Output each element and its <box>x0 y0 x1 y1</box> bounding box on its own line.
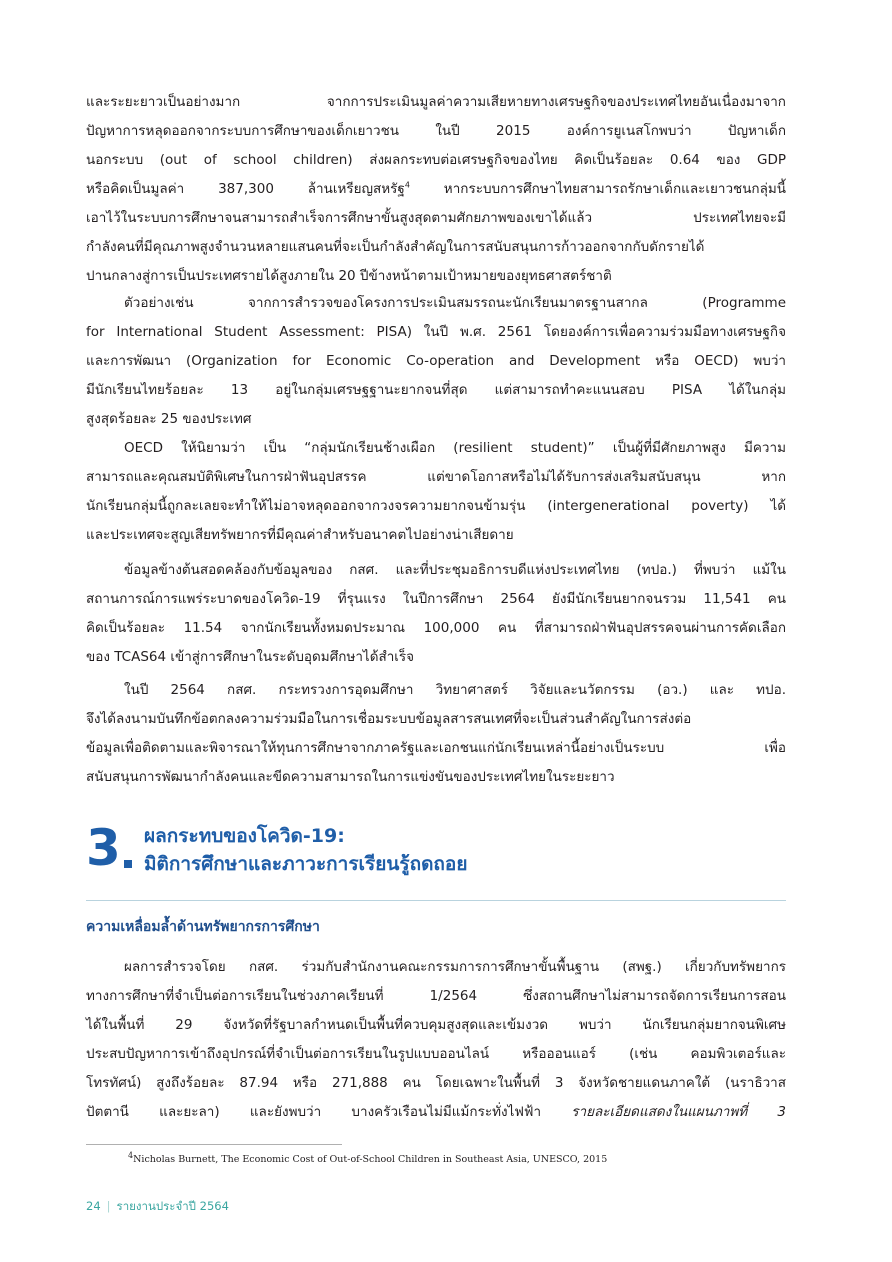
text-line: ข้อมูลเพื่อติดตามและพิจารณาให้ทุนการศึกษาจากภาครัฐและเอกชนแก่นักเรียนเหล่านี้อย่างเป็นระบบ เพื่อ <box>86 740 786 756</box>
text-line: ปานกลางสู่การเป็นประเทศรายได้สูงภายใน 20 ปีข้างหน้าตามเป้าหมายของยุทธศาสตร์ชาติ <box>86 268 612 284</box>
text-line: ข้อมูลข้างต้นสอดคล้องกับข้อมูลของ กสศ. และที่ประชุมอธิการบดีแห่งประเทศไทย (ทปอ.) ที่พบว่า แม้ใน <box>124 562 786 578</box>
paragraph-oecd-definition <box>86 434 786 550</box>
text-line: และประเทศจะสูญเสียทรัพยากรที่มีคุณค่าสำหรับอนาคตไปอย่างน่าเสียดาย <box>86 527 514 543</box>
text-line: เอาไว้ในระบบการศึกษาจนสามารถสำเร็จการศึกษาขั้นสูงสุดตามศักยภาพของเขาได้แล้ว ประเทศไทยจะมี <box>86 210 786 226</box>
subheading: ความเหลื่อมล้ำด้านทรัพยากรการศึกษา <box>86 919 320 935</box>
text-line: โทรทัศน์) สูงถึงร้อยละ 87.94 หรือ 271,888 คน โดยเฉพาะในพื้นที่ 3 จังหวัดชายแดนภาคใต้ (นราธิวาส <box>86 1075 786 1091</box>
figure-reference[interactable]: รายละเอียดแสดงในแผนภาพที่ 3 <box>571 1104 786 1120</box>
text-line: นอกระบบ (out of school children) ส่งผลกระทบต่อเศรษฐกิจของไทย คิดเป็นร้อยละ 0.64 ของ GDP <box>86 152 786 168</box>
text-line: ตัวอย่างเช่น จากการสำรวจของโครงการประเมินสมรรถนะนักเรียนมาตรฐานสากล (Programme <box>124 295 786 311</box>
text-line: for International Student Assessment: PISA) ในปี พ.ศ. 2561 โดยองค์การเพื่อความร่วมมือทางเศรษฐกิจ <box>86 324 786 340</box>
report-title: รายงานประจำปี 2564 <box>116 1199 229 1213</box>
footer-separator: | <box>106 1199 111 1213</box>
footnote-marker: 4 <box>128 1150 134 1160</box>
text-line <box>86 175 786 204</box>
text-line: สนับสนุนการพัฒนากำลังคนและขีดความสามารถในการแข่งขันของประเทศไทยในระยะยาว <box>86 769 615 785</box>
section-title-line1: ผลกระทบของโควิด-19: <box>144 825 345 847</box>
text-segment: หากระบบการศึกษาไทยสามารถรักษาเด็กและเยาวชนกลุ่มนี้ <box>409 181 786 197</box>
text-line: ได้ในพื้นที่ 29 จังหวัดที่รัฐบาลกำหนดเป็นพื้นที่ควบคุมสูงสุดและเข้มงวด พบว่า นักเรียนกลุ่มยากจนพิเศษ <box>86 1017 786 1033</box>
page-footer <box>86 1198 229 1216</box>
text-line: ในปี 2564 กสศ. กระทรวงการอุดมศึกษา วิทยาศาสตร์ วิจัยและนวัตกรรม (อว.) และ ทปอ. <box>124 682 786 698</box>
text-line: OECD ให้นิยามว่า เป็น “กลุ่มนักเรียนช้างเผือก (resilient student)” เป็นผู้ที่มีศักยภาพสูง มีความ <box>124 440 786 456</box>
text-line: ผลการสำรวจโดย กสศ. ร่วมกับสำนักงานคณะกรรมการการศึกษาขั้นพื้นฐาน (สพฐ.) เกี่ยวกับทรัพยากร <box>124 959 786 975</box>
page-number: 24 <box>86 1199 101 1213</box>
section-number: 3 <box>86 819 121 877</box>
footnote-ref[interactable]: 4 <box>404 180 410 190</box>
text-line: และระยะยาวเป็นอย่างมาก จากการประเมินมูลค่าความเสียหายทางเศรษฐกิจของประเทศไทยอันเนื่องมาจาก <box>86 94 786 110</box>
text-segment: ปัตตานี และยะลา) และยังพบว่า บางครัวเรือนไม่มีแม้กระทั่งไฟฟ้า <box>86 1104 572 1120</box>
text-line: และการพัฒนา (Organization for Economic Co-operation and Development หรือ OECD) พบว่า <box>86 353 786 369</box>
text-line: จึงได้ลงนามบันทึกข้อตกลงความร่วมมือในการเชื่อมระบบข้อมูลสารสนเทศที่จะเป็นส่วนสำคัญในการส่งต่อ <box>86 711 692 727</box>
paragraph-tcas64 <box>86 556 786 672</box>
section-divider <box>86 900 786 901</box>
paragraph-economic-cost <box>86 88 786 291</box>
text-line: ของ TCAS64 เข้าสู่การศึกษาในระดับอุดมศึกษาได้สำเร็จ <box>86 649 415 665</box>
text-line: สามารถและคุณสมบัติพิเศษในการฝ่าฟันอุปสรรค แต่ขาดโอกาสหรือไม่ได้รับการส่งเสริมสนับสนุน หาก <box>86 469 786 485</box>
section-title-line2: มิติการศึกษาและภาวะการเรียนรู้ถดถอย <box>144 853 468 875</box>
paragraph-mou-2564 <box>86 676 786 792</box>
text-line: ทางการศึกษาที่จำเป็นต่อการเรียนในช่วงภาคเรียนที่ 1/2564 ซึ่งสถานศึกษาไม่สามารถจัดการเรียนการสอน <box>86 988 786 1004</box>
footnote-text: Nicholas Burnett, The Economic Cost of Out-of-School Children in Southeast Asia, UNESCO, 2015 <box>133 1154 608 1165</box>
footnote <box>128 1150 608 1165</box>
text-line: คิดเป็นร้อยละ 11.54 จากนักเรียนทั้งหมดประมาณ 100,000 คน ที่สามารถฝ่าฟันอุปสรรคจนผ่านการคัดเลือก <box>86 620 786 636</box>
paragraph-pisa <box>86 289 786 434</box>
paragraph-survey-results <box>86 953 786 1127</box>
text-line: สถานการณ์การแพร่ระบาดของโควิด-19 ที่รุนแรง ในปีการศึกษา 2564 ยังมีนักเรียนยากจนรวม 11,541 คน <box>86 591 786 607</box>
text-line: ประสบปัญหาการเข้าถึงอุปกรณ์ที่จำเป็นต่อการเรียนในรูปแบบออนไลน์ หรือออนแอร์ (เช่น คอมพิวเตอร์และ <box>86 1046 786 1062</box>
text-line: นักเรียนกลุ่มนี้ถูกละเลยจะทำให้ไม่อาจหลุดออกจากวงจรความยากจนข้ามรุ่น (intergenerational poverty) ได้ <box>86 498 786 514</box>
text-line: สูงสุดร้อยละ 25 ของประเทศ <box>86 411 252 427</box>
text-line: กำลังคนที่มีคุณภาพสูงจำนวนหลายแสนคนที่จะเป็นกำลังสำคัญในการสนับสนุนการก้าวออกจากกับดักรายได้ <box>86 239 705 255</box>
section-dot <box>124 860 132 868</box>
footnote-divider <box>86 1144 342 1145</box>
text-segment: หรือคิดเป็นมูลค่า 387,300 ล้านเหรียญสหรัฐ <box>86 181 405 197</box>
text-line: ปัญหาการหลุดออกจากระบบการศึกษาของเด็กเยาวชน ในปี 2015 องค์การยูเนสโกพบว่า ปัญหาเด็ก <box>86 123 786 139</box>
text-line <box>86 1098 786 1127</box>
text-line: มีนักเรียนไทยร้อยละ 13 อยู่ในกลุ่มเศรษฐฐานะยากจนที่สุด แต่สามารถทำคะแนนสอบ PISA ได้ในกลุ่ม <box>86 382 786 398</box>
